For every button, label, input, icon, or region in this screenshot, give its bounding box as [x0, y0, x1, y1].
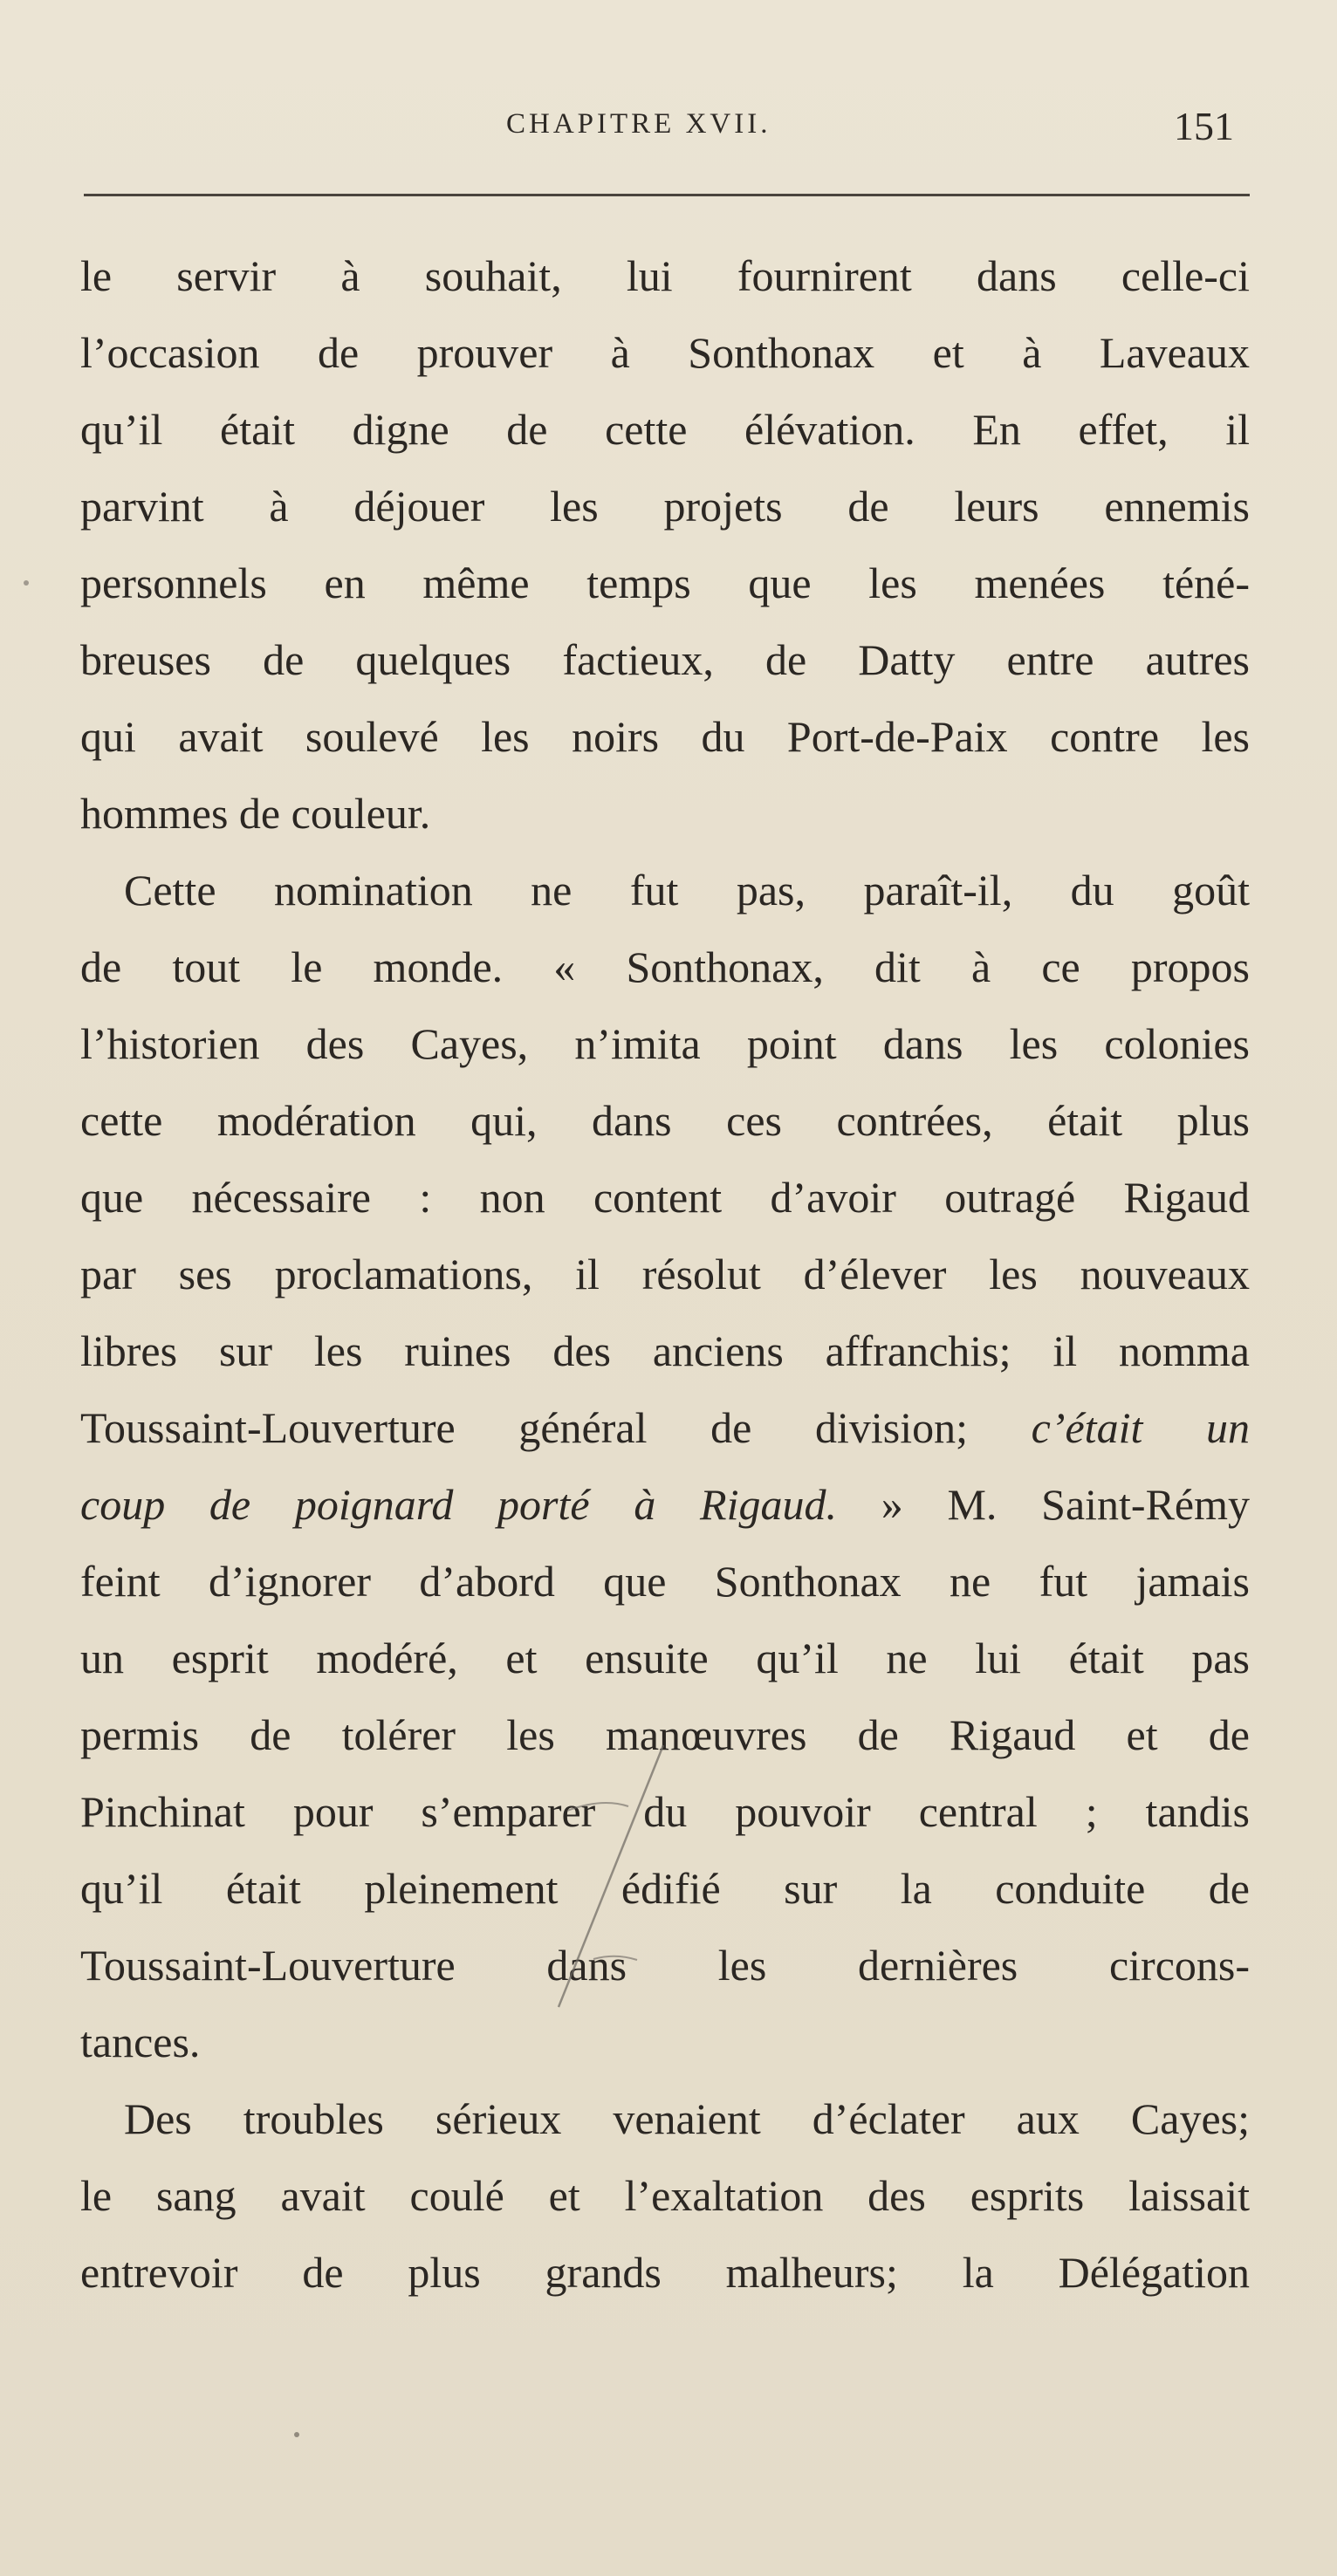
- text-line: personnels en même temps que les menées téné-: [80, 558, 1250, 607]
- chapter-title: CHAPITRE XVII.: [506, 108, 771, 140]
- running-head: [0, 103, 1337, 164]
- text-line: parvint à déjouer les projets de leurs ennemis: [80, 482, 1250, 531]
- text-run: » M. Saint-Rémy: [881, 1480, 1251, 1529]
- text-line: l’occasion de prouver à Sonthonax et à Laveaux: [80, 328, 1250, 377]
- text-line: que nécessaire : non content d’avoir outragé Rigaud: [80, 1173, 1250, 1222]
- text-line: le sang avait coulé et l’exaltation des esprits laissait: [80, 2171, 1250, 2220]
- text-line: feint d’ignorer d’abord que Sonthonax ne fut jamais: [80, 1557, 1250, 1606]
- text-line: par ses proclamations, il résolut d’élever les nouveaux: [80, 1250, 1250, 1298]
- text-line: qu’il était pleinement édifié sur la conduite de: [80, 1864, 1250, 1913]
- text-line: cette modération qui, dans ces contrées, était plus: [80, 1096, 1250, 1145]
- text-line: de tout le monde. « Sonthonax, dit à ce propos: [80, 942, 1250, 991]
- text-line-mixed: [80, 1389, 1250, 1466]
- text-line-mixed: [80, 1466, 1250, 1543]
- text-line: Cette nomination ne fut pas, paraît-il, du goût: [124, 866, 1250, 915]
- text-line: un esprit modéré, et ensuite qu’il ne lui était pas: [80, 1634, 1250, 1682]
- text-line: Des troubles sérieux venaient d’éclater aux Cayes;: [124, 2094, 1250, 2143]
- page-number: 151: [1174, 104, 1234, 148]
- text-line: libres sur les ruines des anciens affranchis; il nomma: [80, 1326, 1250, 1375]
- text-line: qu’il était digne de cette élévation. En effet, il: [80, 405, 1250, 454]
- text-line: permis de tolérer les manœuvres de Rigaud et de: [80, 1710, 1250, 1759]
- text-run: Toussaint-Louverture général de division;: [80, 1403, 968, 1452]
- text-line: le servir à souhait, lui fournirent dans celle-ci: [80, 251, 1250, 300]
- italic-run: c’était un: [1031, 1403, 1250, 1452]
- text-line: Pinchinat pour s’emparer du pouvoir central ; tandis: [80, 1787, 1250, 1836]
- italic-run: coup de poignard porté à Rigaud.: [80, 1480, 837, 1529]
- text-line: hommes de couleur.: [80, 789, 431, 838]
- header-rule: [84, 194, 1250, 196]
- text-line: Toussaint-Louverture dans les dernières circons-: [80, 1941, 1250, 1990]
- text-line: entrevoir de plus grands malheurs; la Délégation: [80, 2248, 1250, 2297]
- text-line: tances.: [80, 2018, 201, 2066]
- text-line: l’historien des Cayes, n’imita point dans les colonies: [80, 1019, 1250, 1068]
- body-text: [80, 237, 1250, 2311]
- text-line: qui avait soulevé les noirs du Port-de-Paix contre les: [80, 712, 1250, 761]
- text-line: breuses de quelques factieux, de Datty entre autres: [80, 635, 1250, 684]
